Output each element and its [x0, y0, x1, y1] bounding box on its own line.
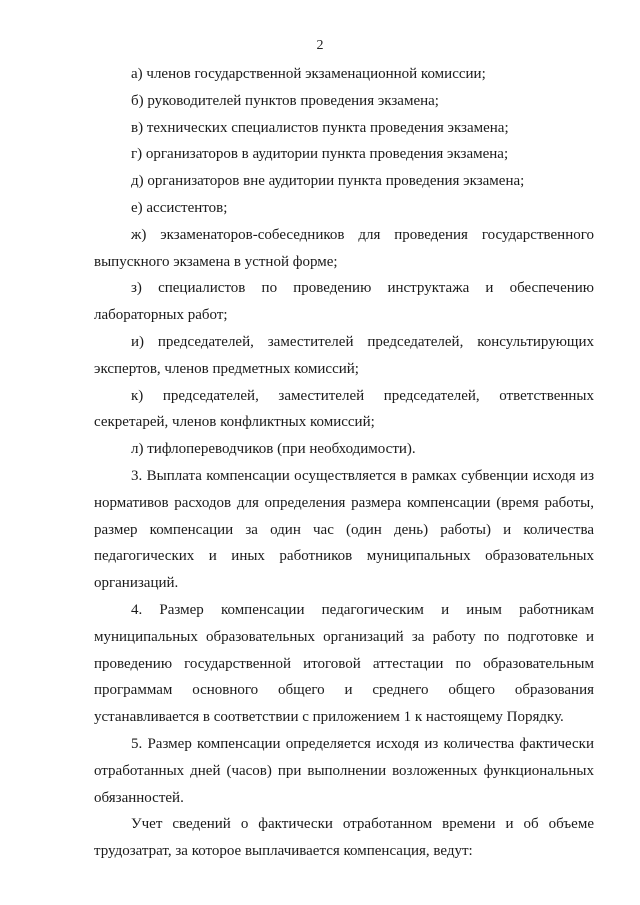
- page-number: 2: [316, 38, 324, 53]
- accounting-paragraph: Учет сведений о фактически отработанном времени и об объеме трудозатрат, за которое выплачивается компенсация, ведут:: [94, 816, 594, 860]
- list-item-e: е) ассистентов;: [131, 199, 228, 216]
- clause-4: 4. Размер компенсации педагогическим и иным работникам муниципальных образовательных организаций за работу по подготовке и проведению государственной итоговой аттестации по образовательным программам основного общего и среднего общего образования устанавливается в соответствии с приложением 1 к настоящему Порядку.: [94, 601, 594, 726]
- list-item-d: д) организаторов вне аудитории пункта проведения экзамена;: [131, 173, 525, 190]
- list-item-zh: ж) экзаменаторов-собеседников для проведения государственного выпускного экзамена в устной форме;: [94, 226, 594, 270]
- clause-3: 3. Выплата компенсации осуществляется в рамках субвенции исходя из нормативов расходов для определения размера компенсации (время работы, размер компенсации за один час (один день) работы) и количества педагогических и иных работников муниципальных образовательных организаций.: [94, 467, 594, 592]
- list-item-g: г) организаторов в аудитории пункта проведения экзамена;: [131, 146, 509, 163]
- list-item-v: в) технических специалистов пункта проведения экзамена;: [131, 119, 509, 136]
- document-body: [94, 61, 594, 865]
- list-item-l: л) тифлопереводчиков (при необходимости).: [131, 441, 416, 458]
- list-item-i: и) председателей, заместителей председателей, консультирующих экспертов, членов предметных комиссий;: [94, 333, 594, 377]
- list-item-k: к) председателей, заместителей председателей, ответственных секретарей, членов конфликтных комиссий;: [94, 387, 594, 431]
- list-item-b: б) руководителей пунктов проведения экзамена;: [131, 92, 439, 109]
- list-item-z: з) специалистов по проведению инструктажа и обеспечению лабораторных работ;: [94, 280, 594, 324]
- clause-5: 5. Размер компенсации определяется исходя из количества фактически отработанных дней (часов) при выполнении возложенных функциональных обязанностей.: [94, 735, 594, 806]
- list-item-a: а) членов государственной экзаменационной комиссии;: [131, 66, 486, 82]
